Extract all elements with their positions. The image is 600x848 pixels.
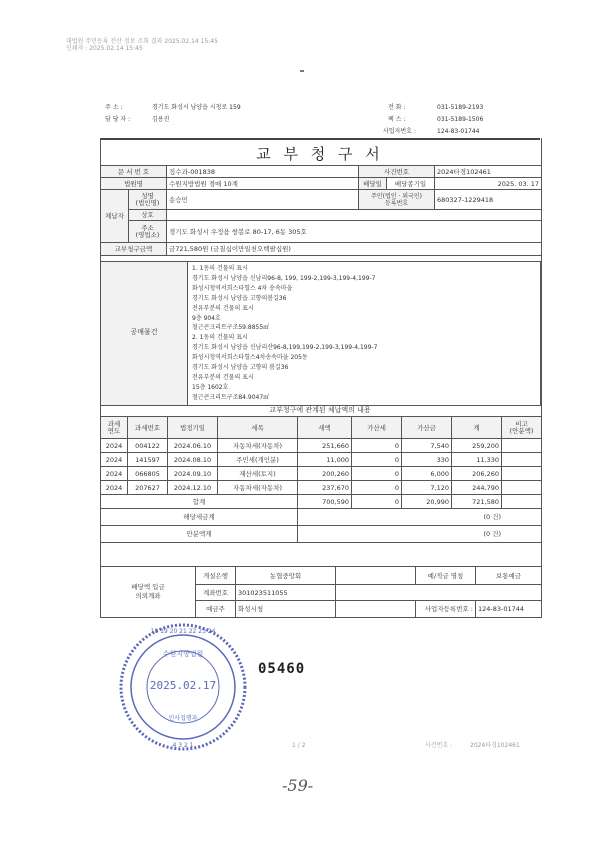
fax-label: 팩 스 : (388, 116, 406, 123)
col-header-surcharge: 가산금 (402, 417, 452, 439)
cell-note (502, 453, 542, 467)
cell-total: 206,260 (452, 467, 502, 481)
bizno-value: 124-83-01744 (437, 128, 480, 135)
holder-label: 예금주 (196, 601, 236, 618)
cell-year: 2024 (101, 453, 128, 467)
cell-tax-item: 주민세(개인분) (218, 453, 298, 467)
caseno-value: 2024타경102461 (435, 166, 542, 178)
bank-table (100, 566, 542, 618)
total-penalty-tax: 0 (352, 495, 402, 509)
table-row (101, 439, 542, 453)
total-note (502, 495, 542, 509)
prorata-value: (0 건) (298, 526, 542, 543)
amount-value: 금721,580원 (금칠십이만일천오백팔십원) (167, 243, 542, 256)
property-line: 경기도 화성시 남양읍 고향의봄길36 (192, 294, 287, 302)
total-label: 합계 (101, 495, 298, 509)
faint-header-line2: 인쇄자 : 2025.02.14 15:45 (66, 45, 143, 52)
stamp-bottom-text: 민사집행과 (168, 715, 198, 722)
cell-tax-item: 자동차세(자동차) (218, 439, 298, 453)
cell-year: 2024 (101, 439, 128, 453)
bank-spacer (336, 567, 416, 585)
cell-note (502, 439, 542, 453)
table-row (101, 481, 542, 495)
account-value: 301023511055 (236, 585, 336, 601)
svg-text:18 19 20 21 22 23 24: 18 19 20 21 22 23 24 (150, 628, 216, 635)
cell-total: 11,330 (452, 453, 502, 467)
cell-tax-amount: 200,260 (298, 467, 352, 481)
col-header-penalty-tax: 가산세 (352, 417, 402, 439)
cell-surcharge: 330 (402, 453, 452, 467)
total-row (101, 495, 542, 509)
cell-taxno: 004122 (128, 439, 168, 453)
caseno-label: 사건번호 (359, 166, 435, 178)
court-value: 수원지방법원 경매 10계 (167, 178, 359, 190)
cell-penalty-tax: 0 (352, 439, 402, 453)
account-type-label: 예/적금 명칭 (416, 567, 476, 585)
stamp-top-text: 수원지방법원 (162, 650, 204, 658)
docno-value: 징수과-001838 (167, 166, 359, 178)
property-label: 공매물건 (130, 328, 158, 336)
col-header-taxno: 과세번호 (128, 417, 168, 439)
trade-label: 상호 (129, 210, 167, 221)
debtor-label: 체납자 (101, 190, 129, 243)
prorata-label: 안분액계 (101, 526, 298, 543)
footer-case-label: 사건번호 : (425, 742, 453, 749)
header-rule (100, 138, 540, 140)
footer-case-value: 2024타경102461 (470, 742, 520, 749)
cell-surcharge: 6,000 (402, 467, 452, 481)
name-value: 송승민 (167, 190, 359, 210)
phone-value: 031-5189-2193 (437, 104, 484, 111)
col-header-tax-item: 세목 (218, 417, 298, 439)
cell-tax-amount: 11,000 (298, 453, 352, 467)
cell-total: 244,790 (452, 481, 502, 495)
receipt-number: 05460 (258, 661, 306, 677)
docno-label: 문 서 번 호 (101, 166, 167, 178)
property-line: 철근콘크리트구조84.9047㎡ (192, 393, 270, 401)
deadline-sub: 배당종기일 (387, 178, 435, 190)
person-label: 담 당 자 : (105, 116, 131, 123)
deadline-date: 2025. 03. 17 (435, 178, 542, 190)
bizno-label: 사업자번호 : (383, 128, 416, 135)
holder-spacer (336, 601, 416, 618)
page-number: 1 / 2 (292, 742, 306, 749)
applicable-value: (0 건) (298, 509, 542, 526)
property-line: 2. 1동의 건물의 표시 (192, 334, 248, 342)
property-line: 15층 1602호 (192, 383, 229, 391)
property-line: 전유부분의 건물의 표시 (192, 304, 254, 312)
person-value: 김용진 (152, 116, 170, 123)
property-line: 경기도 화성시 남양읍 고향의 봄길36 (192, 364, 289, 372)
bank-section-label: 배당액 입금 의뢰계좌 (101, 567, 196, 618)
property-line: 화성시청역서희스타힐스4차송속마을 205동 (192, 354, 308, 362)
cell-tax-amount: 237,670 (298, 481, 352, 495)
applicable-label: 해당세금계 (101, 509, 298, 526)
trade-value (167, 210, 542, 221)
property-line: 9층 904호 (192, 314, 221, 322)
amount-label: 교부청구금액 (101, 243, 167, 256)
svg-text:4 3 2 1: 4 3 2 1 (172, 742, 194, 749)
col-header-note: 비고 (안분액) (502, 417, 542, 439)
account-spacer (336, 585, 542, 601)
cell-note (502, 467, 542, 481)
stamp-date: 2025.02.17 (149, 679, 217, 692)
property-line: 전유부분의 건물의 표시 (192, 373, 254, 381)
handwritten-page-number: -59- (282, 776, 314, 795)
total-surcharge: 20,990 (402, 495, 452, 509)
address-label: 주 소 : (105, 104, 123, 111)
col-header-year: 과세 연도 (101, 417, 128, 439)
cell-year: 2024 (101, 481, 128, 495)
cell-tax-item: 자동차세(자동차) (218, 481, 298, 495)
cell-surcharge: 7,120 (402, 481, 452, 495)
cell-legal-date: 2024.08.10 (168, 453, 218, 467)
account-label: 계좌번호 (196, 585, 236, 601)
addr-value: 경기도 화성시 우정읍 쌍봉로 80-17, 6동 305호 (167, 221, 542, 243)
info-table (100, 165, 542, 256)
deadline-label: 배당일 (359, 178, 387, 190)
bank-label: 개설은행 (196, 567, 236, 585)
table-row (101, 453, 542, 467)
account-type-value: 보통예금 (476, 567, 542, 585)
faint-header-line1: 대법원 주민등록 전산 정보 조회 결과 2025.02.14 15:45 (66, 38, 218, 45)
cell-year: 2024 (101, 467, 128, 481)
bank-bizno-value: 124-83-01744 (476, 601, 542, 618)
bank-bizno-label: 사업자등록번호 : (416, 601, 476, 618)
name-label: 성명 (법인명) (129, 190, 167, 210)
property-line: 경기도 화성시 남양읍 신남리산96-8,199,199-2,199-3,199-4,199-7 (192, 344, 378, 352)
holder-value: 화성시청 (236, 601, 336, 618)
cell-penalty-tax: 0 (352, 481, 402, 495)
fax-value: 031-5189-1506 (437, 116, 484, 123)
cell-total: 259,200 (452, 439, 502, 453)
property-line: 철근콘크리트구조59.8855㎡ (192, 324, 270, 332)
cell-penalty-tax: 0 (352, 453, 402, 467)
cell-tax-amount: 251,660 (298, 439, 352, 453)
table-row (101, 467, 542, 481)
addr-label: 주소 (영업소) (129, 221, 167, 243)
cell-taxno: 207627 (128, 481, 168, 495)
property-lines (192, 264, 377, 403)
cell-taxno: 066805 (128, 467, 168, 481)
arrears-section-title: 교부청구에 관계된 체납액의 내용 (269, 406, 371, 414)
cell-taxno: 141597 (128, 453, 168, 467)
court-label: 법원명 (101, 178, 167, 190)
id-label: 주민(법인 · 외국인) 등록번호 (359, 190, 435, 210)
cell-legal-date: 2024.06.10 (168, 439, 218, 453)
property-line: 1. 1동의 건물의 표시 (192, 265, 248, 272)
cell-legal-date: 2024.09.10 (168, 467, 218, 481)
cell-note (502, 481, 542, 495)
bank-value: 농협중앙회 (236, 567, 336, 585)
total-tax-amount: 700,590 (298, 495, 352, 509)
id-value: 680327-1229418 (435, 190, 542, 210)
court-stamp (117, 621, 249, 753)
cell-legal-date: 2024.12.10 (168, 481, 218, 495)
cell-penalty-tax: 0 (352, 467, 402, 481)
page-title: 교 부 청 구 서 (256, 145, 384, 163)
property-box (100, 261, 541, 406)
arrears-table (100, 416, 542, 543)
col-header-legal-date: 법정기일 (168, 417, 218, 439)
cell-tax-item: 재산세(토지) (218, 467, 298, 481)
col-header-total: 계 (452, 417, 502, 439)
cell-surcharge: 7,540 (402, 439, 452, 453)
scan-mark (300, 70, 304, 72)
phone-label: 전 화 : (388, 104, 406, 111)
col-header-tax-amount: 세액 (298, 417, 352, 439)
total-total: 721,580 (452, 495, 502, 509)
address-value: 경기도 화성시 남양읍 시청로 159 (152, 104, 241, 111)
property-line: 화성시청역서희스타힐스 4차 송속마을 (192, 284, 293, 292)
property-line: 경기도 화성시 남양읍 신남리96-8, 199, 199-2,199-3,199-4,199-7 (192, 274, 376, 282)
